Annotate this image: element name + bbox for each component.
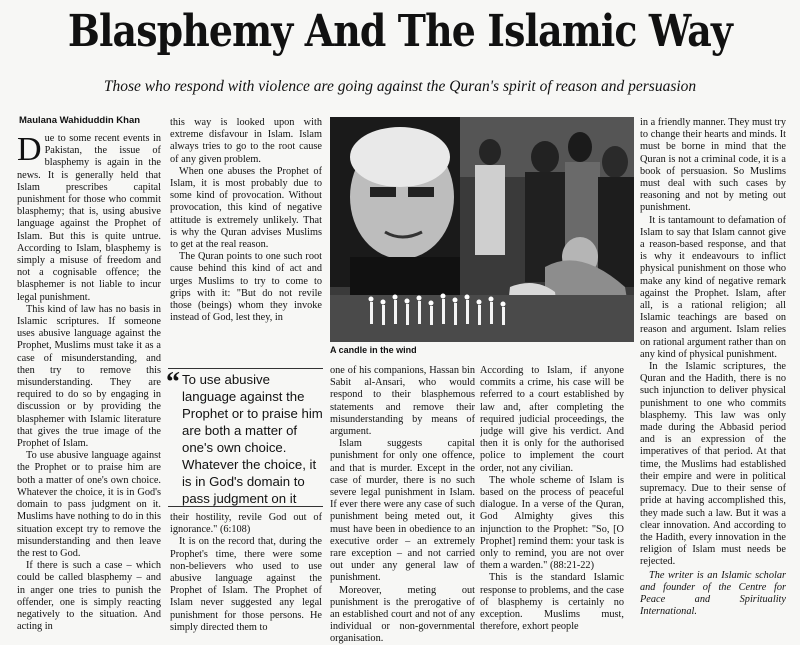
drop-cap: D — [17, 133, 42, 168]
column-1 — [17, 133, 161, 643]
column-2-continued — [170, 512, 322, 644]
paragraph: In the Islamic scriptures, the Quran and the Hadith, there is no such injunction to deliver physical punishment to one who commits blasphemy. This law was only made during the Abbasid period and is an expression of the imperatives of that period. At that time, the Muslims had established their empire and were in political supremacy. Due to their sense of pride at having accomplished this, they made such a law. But it was a clear innovation. And according to the Hadith, every innovation in the religion of Islam must needs be rejected. — [640, 361, 786, 568]
pull-quote-text: To use abusive language against the Prophet or to praise him are both a matter of one's own choice. Whatever the choice, it is in God's domain to pass judgment on it — [182, 372, 323, 506]
paragraph: Due to some recent events in Pakistan, the issue of blasphemy is again in the news. It is generally held that Islam prescribes capital punishment for those who commit blasphemy; that is, using abusive language against the Prophet of Islam. But this is quite untrue. According to Islam, blasphemy is simply a misuse of freedom and not a cognisable offence; the blasphemer is not liable to incur legal punishment. — [17, 133, 161, 303]
byline: Maulana Wahiduddin Khan — [19, 115, 141, 126]
photo-caption: A candle in the wind — [330, 345, 417, 355]
paragraph: This kind of law has no basis in Islamic scriptures. If someone uses abusive language against the Prophet, Muslims must take it as a case of misunderstanding, and then try to remove this misunderstanding. They are required to do so by engaging in discussion or by providing the blasphemer with Islamic literature that gives the true image of the Prophet of Islam. — [17, 303, 161, 450]
paragraph: If there is such a case – which could be called blasphemy – and in anger one tries to punish the offender, one is simply reacting negatively to the situation. And acting in — [17, 560, 161, 633]
paragraph: The whole scheme of Islam is based on the process of peaceful dialogue. In a verse of the Quran, God Almighty gives this injunction to the Prophet: "So, [O Prophet] remind them: your task is only to remind, you are not over them a warden." (88:21-22) — [480, 474, 624, 572]
paragraph: It is on the record that, during the Prophet's time, there were some non-believers who used to use abusive language against the Prophet of Islam. The Prophet of Islam never suggested any legal punishment for those persons. He simply directed them to — [170, 536, 322, 633]
column-3 — [330, 365, 475, 645]
quote-mark-icon: “ — [166, 367, 180, 398]
paragraph: When one abuses the Prophet of Islam, it is most probably due to some kind of provocation. Without provocation, this kind of negative attitude is extremely unlikely. That is why the Quran advises Muslims to get at the real reason. — [170, 165, 322, 251]
paragraph: It is tantamount to defamation of Islam to say that Islam cannot give a reason-based response, and that is why it endeavours to inflict physical punishment on those who make any kind of negative remark against the Prophet. Islam, after all, is a rational religion; all Islamic teachings are based on reason and argument. Islam relies on rational argument rather than on any kind of physical punishment. — [640, 214, 786, 360]
author-note: The writer is an Islamic scholar and founder of the Centre for Peace and Spirituality International. — [640, 569, 786, 618]
paragraph: Moreover, meting out punishment is the prerogative of an established court and not of any individual or non-governmental organisation. — [330, 584, 475, 645]
headline: Blasphemy And The Islamic Way — [67, 6, 733, 57]
paragraph: To use abusive language against the Prophet or to praise him are both a matter of one's own choice. Whatever the choice, it is in God's domain to pass judgment on it. Muslims have nothing to do in this situation except try to remove the misunderstanding and then leave the rest to God. — [17, 450, 161, 559]
paragraph: in a friendly manner. They must try to change their hearts and minds. It must be borne in mind that the Quran is not a criminal code, it is a book of persuasion. So Muslims must deal with such cases by reasoning and not by meting out punishment. — [640, 117, 786, 214]
paragraph: The Quran points to one such root cause behind this kind of act and urges Muslims to try to come to grips with it: "But do not revile those (beings) whom they invoke instead of God, lest they, in — [170, 251, 322, 324]
column-2 — [170, 117, 322, 377]
paragraph: their hostility, revile God out of ignorance." (6:108) — [170, 512, 322, 536]
standfirst: Those who respond with violence are going against the Quran's spirit of reason and persuasion — [103, 78, 697, 95]
paragraph: this way is looked upon with extreme disfavour in Islam. Islam always tries to go to the root cause of any given problem. — [170, 117, 322, 165]
photo-illustration — [330, 117, 634, 342]
paragraph: According to Islam, if anyone commits a crime, his case will be referred to a court established by law and, after completing the required judicial proceedings, the judge will give his verdict. And then it is only for the authorised police to implement the court order, not any civilian. — [480, 365, 624, 474]
pull-quote — [168, 368, 323, 507]
paragraph: This is the standard Islamic response to problems, and the case of blasphemy is certainly no exception. Muslims must, therefore, exhort people — [480, 572, 624, 633]
column-5 — [640, 117, 786, 644]
vigil-photo — [330, 117, 634, 342]
column-4 — [480, 365, 624, 645]
paragraph: Islam suggests capital punishment for only one offence, and that is murder. Except in the case of murder, there is no such severe legal punishment in Islam. If ever there were any case of such punishment being meted out, it must have been in obedience to an executive order – an extremely rare exception – and not carried out under any general law of punishment. — [330, 438, 475, 584]
paragraph: one of his companions, Hassan bin Sabit al-Ansari, who would respond to their blasphemous statements and remove their misunderstanding by means of argument. — [330, 365, 475, 438]
